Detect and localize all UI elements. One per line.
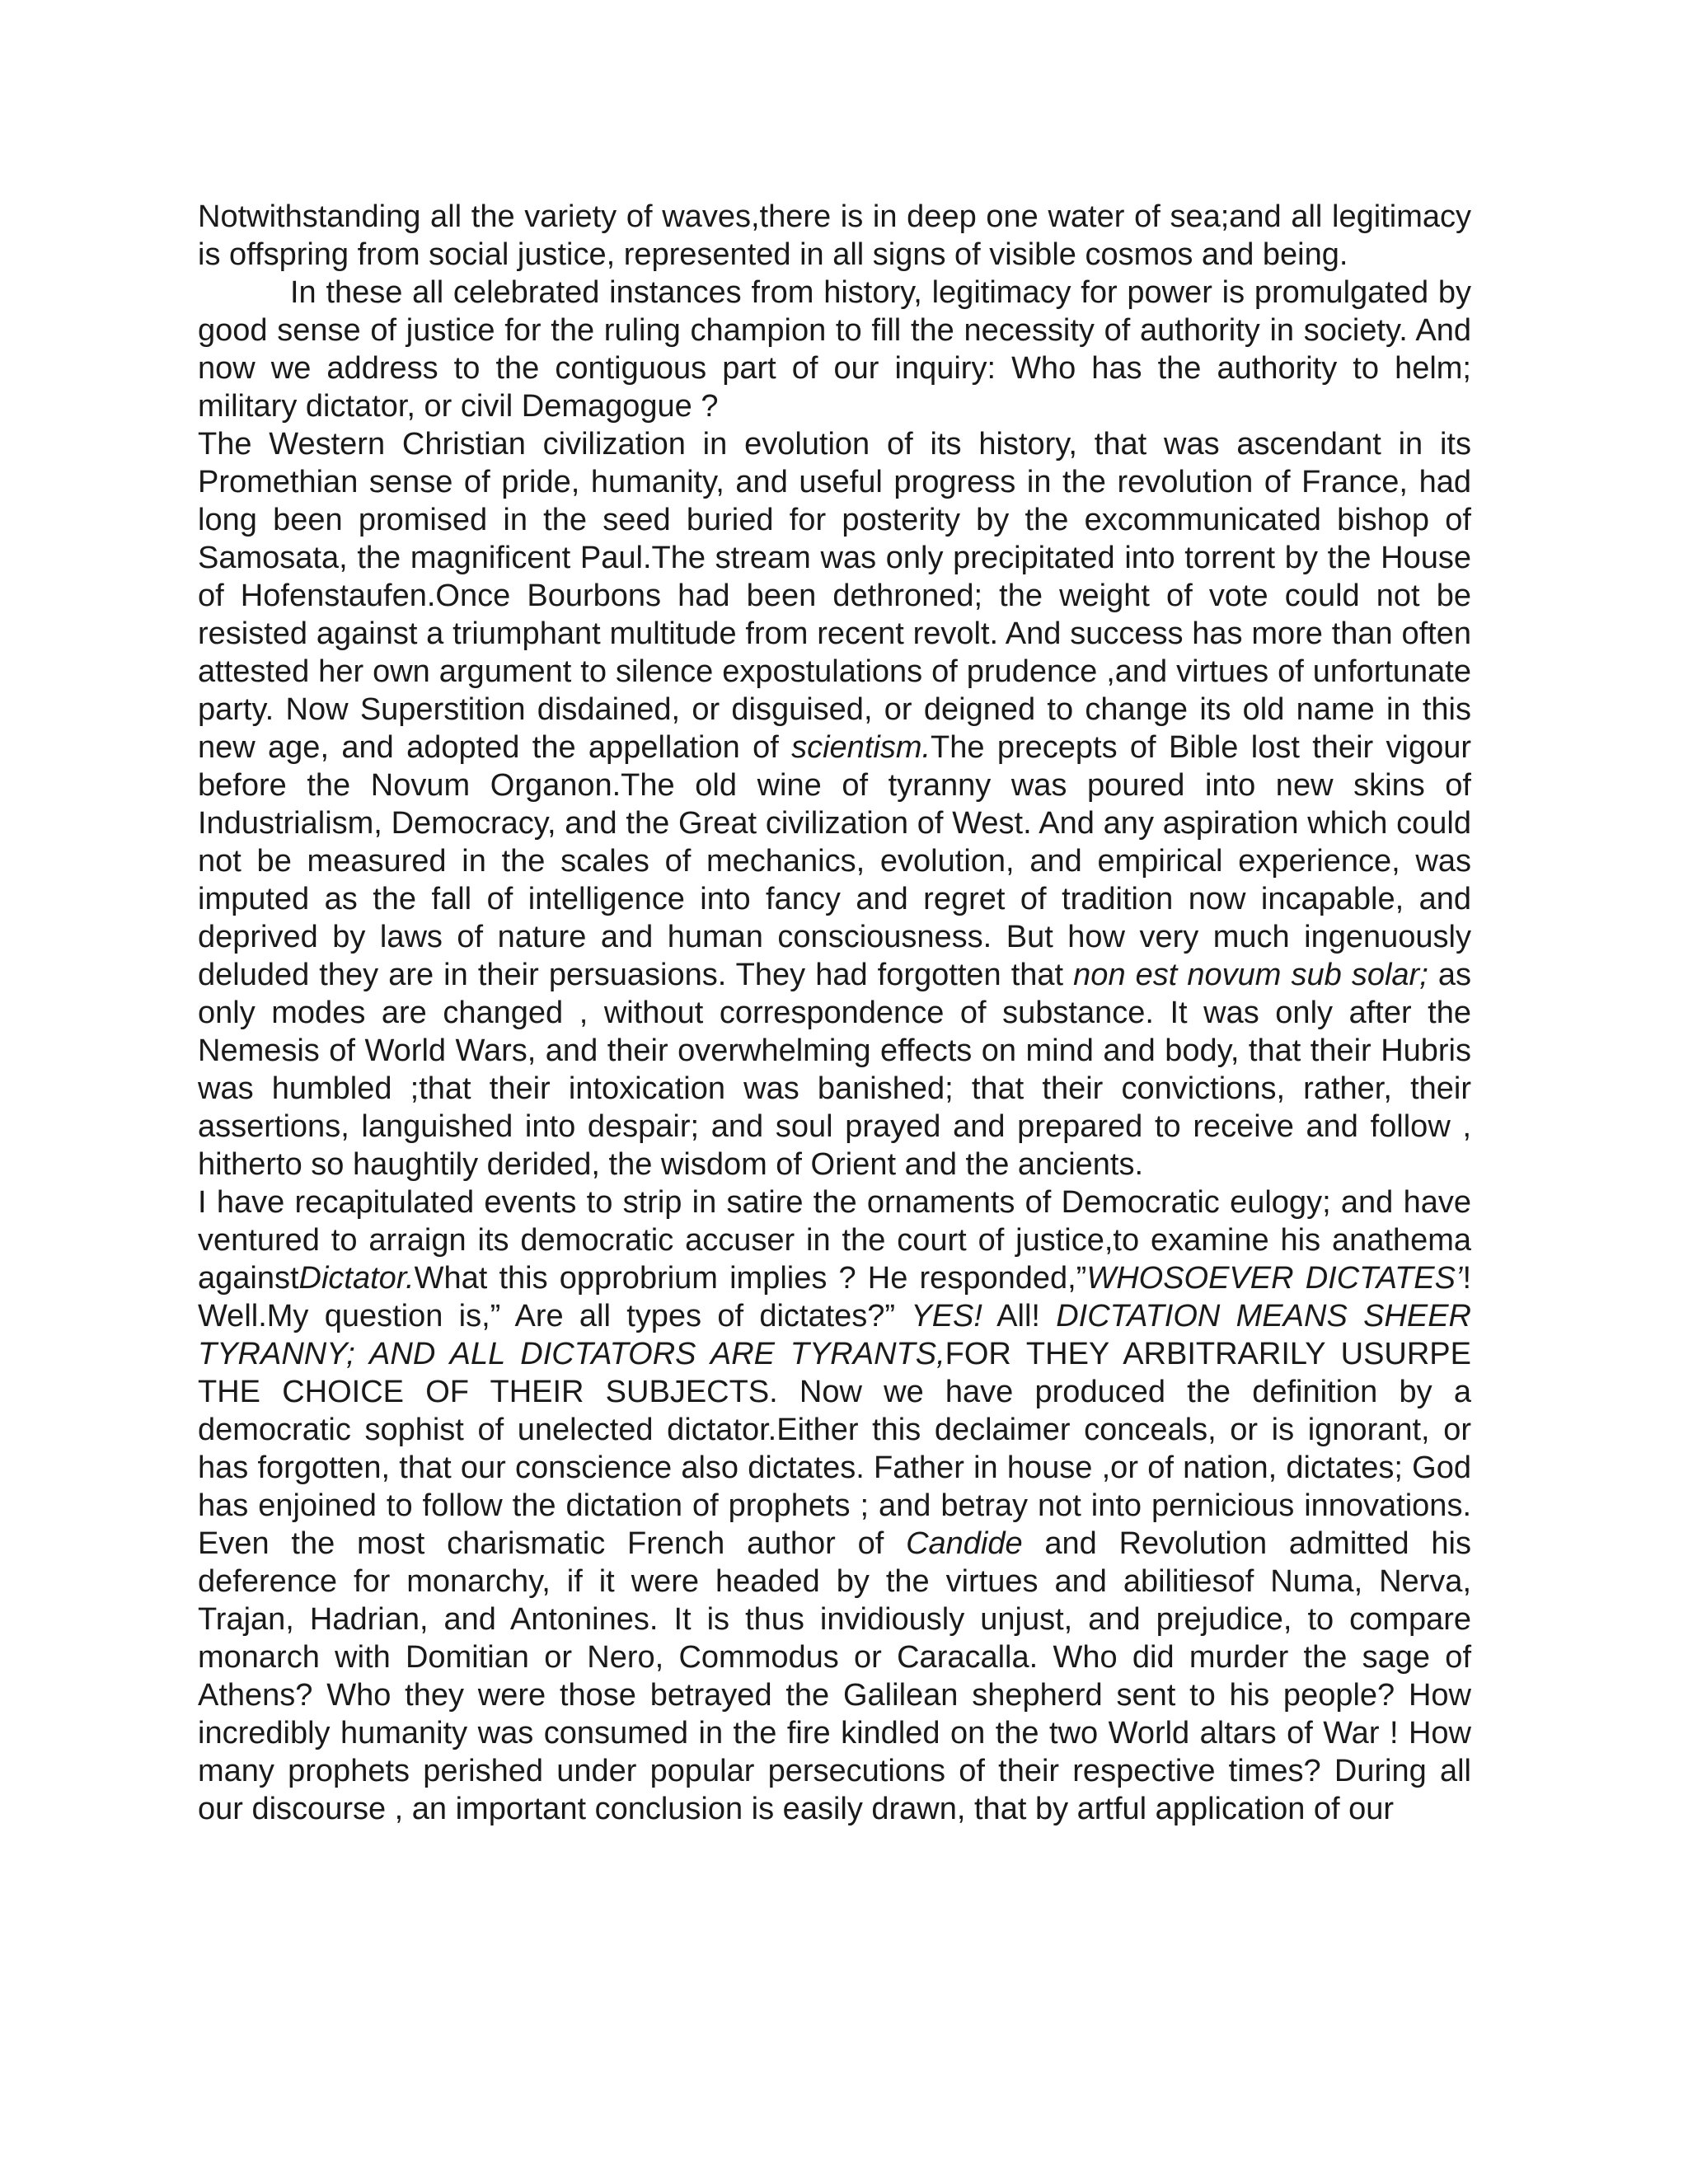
- text-run: The Western Christian civilization in evolution of its history, that was ascendant in its Promethian sense of pride, humanity, and useful progress in the revolution of France, had long been promised in the seed buried for posterity by the excommunicated bishop of Samosata, the magnificent Paul.The stream was only precipitated into torrent by the House of Hofenstaufen.Once Bourbons had been dethroned; the weight of vote could not be resisted against a triumphant multitude from recent revolt. And success has more than often attested her own argument to silence expostulations of prudence ,and virtues of unfortunate party. Now Superstition disdained, or disguised, or deigned to change its old name in this new age, and adopted the appellation of: [198, 427, 1471, 765]
- text-run: Notwithstanding all the variety of waves,there is in deep one water of sea;and all legitimacy is offspring from social justice, represented in all signs of visible cosmos and being.: [198, 199, 1471, 272]
- italic-text-run: DICTATION MEANS SHEER TYRANNY; AND ALL DICTATORS ARE TYRANTS,: [198, 1299, 1471, 1371]
- text-run: I have recapitulated events to strip in satire the ornaments of Democratic eulogy; and have ventured to arraign its democratic accuser in the court of justice,to examine his anathema against: [198, 1185, 1471, 1296]
- text-run: ! Well.My question is,” Are all types of dictates?”: [198, 1261, 1471, 1333]
- italic-text-run: WHOSOEVER DICTATES’: [1086, 1261, 1463, 1296]
- italic-text-run: scientism.: [791, 730, 931, 765]
- italic-text-run: YES!: [911, 1299, 982, 1333]
- italic-text-run: non est novum sub solar;: [1073, 958, 1428, 992]
- paragraph-4: [198, 1183, 1471, 1828]
- text-run: and Revolution admitted his deference for monarchy, if it were headed by the virtues and abilitiesof Numa, Nerva, Trajan, Hadrian, and Antonines. It is thus invidiously unjust, and prejudice, to compare monarch with Domitian or Nero, Commodus or Caracalla. Who did murder the sage of Athens? Who they were those betrayed the Galilean shepherd sent to his people? How incredibly humanity was consumed in the fire kindled on the two World altars of War ! How many prophets perished under popular persecutions of their respective times? During all our discourse , an important conclusion is easily drawn, that by artful application of our: [198, 1526, 1471, 1826]
- text-run: as only modes are changed , without correspondence of substance. It was only after the Nemesis of World Wars, and their overwhelming effects on mind and body, that their Hubris was humbled ;that their intoxication was banished; that their convictions, rather, their assertions, languished into despair; and soul prayed and prepared to receive and follow , hitherto so haughtily derided, the wisdom of Orient and the ancients.: [198, 958, 1471, 1182]
- body-text: [198, 198, 1471, 1828]
- paragraph-1: [198, 198, 1471, 274]
- italic-text-run: Candide: [906, 1526, 1023, 1561]
- text-run: All!: [982, 1299, 1057, 1333]
- text-run: In these all celebrated instances from history, legitimacy for power is promulgated by good sense of justice for the ruling champion to fill the necessity of authority in society. And now we address to the contiguous part of our inquiry: Who has the authority to helm; military dictator, or civil Demagogue ?: [198, 275, 1471, 424]
- text-run: FOR THEY ARBITRARILY USURPE THE CHOICE OF THEIR SUBJECTS. Now we have produced the definition by a democratic sophist of unelected dictator.Either this declaimer conceals, or is ignorant, or has forgotten, that our conscience also dictates. Father in house ,or of nation, dictates; God has enjoined to follow the dictation of prophets ; and betray not into pernicious innovations. Even the most charismatic French author of: [198, 1337, 1471, 1561]
- paragraph-3: [198, 425, 1471, 1183]
- text-run: The precepts of Bible lost their vigour before the Novum Organon.The old wine of tyranny was poured into new skins of Industrialism, Democracy, and the Great civilization of West. And any aspiration which could not be measured in the scales of mechanics, evolution, and empirical experience, was imputed as the fall of intelligence into fancy and regret of tradition now incapable, and deprived by laws of nature and human consciousness. But how very much ingenuously deluded they are in their persuasions. They had forgotten that: [198, 730, 1471, 992]
- paragraph-2: [198, 274, 1471, 425]
- text-run: What this opprobrium implies ? He responded,”: [414, 1261, 1087, 1296]
- italic-text-run: Dictator.: [298, 1261, 415, 1296]
